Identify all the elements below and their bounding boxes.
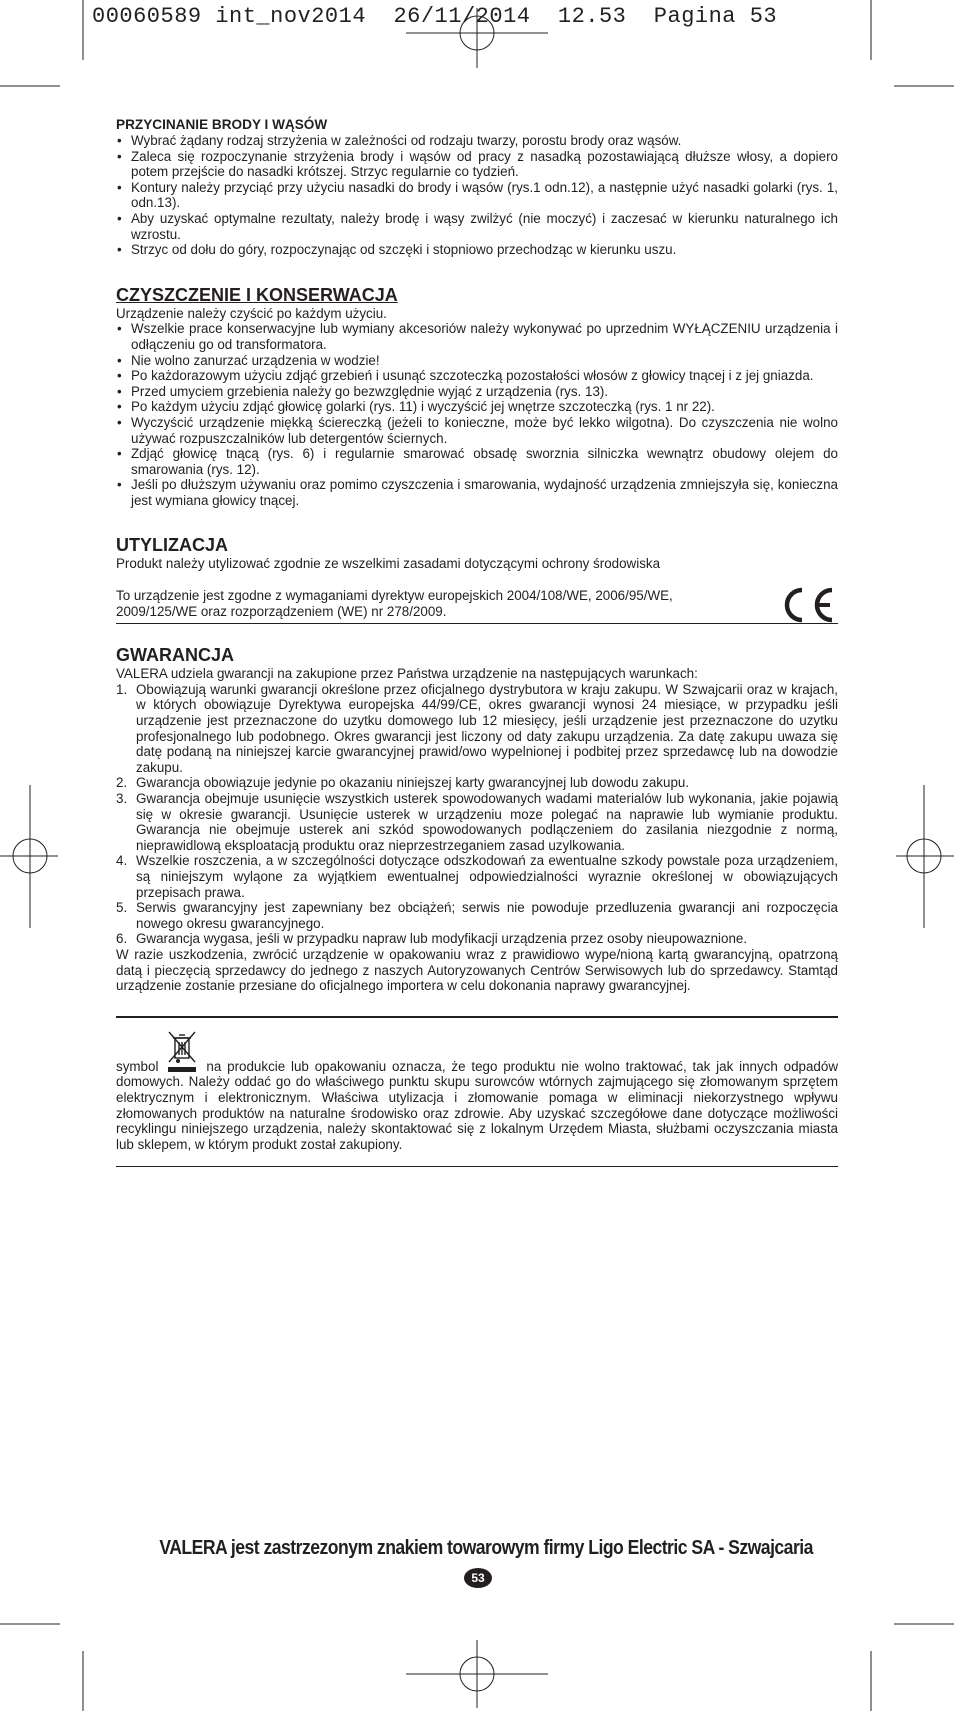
- list-item: • Kontury należy przyciąć przy użyciu nasadki do brody i wąsów (rys.1 odn.12), a następnie użyć nasadki golarki (rys. 1, odn.13).: [116, 180, 838, 211]
- weee-text: na produkcie lub opakowaniu oznacza, że tego produktu nie wolno traktować, tak jak innych odpadów domowych. Należy oddać go do właściwego punktu skupu surowców wtórnych zajmującego się złomowanym sprzętem elektrycznym i elektronicznym. Właściwa utylizacja i złomowanie pomaga w eliminacji niekorzystnego wpływu złomowanych produktów na naturalne środowisko oraz zdrowie. Aby uzyskać szczegółowe dane dotyczące możliwości recyklingu niniejszego urządzenia, należy skontaktować się z lokalnym Urzędem Miasta, służbami oczyszczania miasta lub sklepem, w którym produkt został zakupiony.: [116, 1058, 838, 1152]
- item-number: 2.: [116, 775, 128, 791]
- print-slug: 00060589 int_nov2014 26/11/2014 12.53 Pagina 53: [92, 4, 778, 29]
- item-number: 3.: [116, 791, 128, 806]
- item-text: Gwarancja obowiązuje jedynie po okazaniu niniejszej karty gwarancyjnej lub dowodu zakupu.: [136, 775, 690, 791]
- item-text: Gwarancja wygasa, jeśli w przypadku napraw lub modyfikacji urządzenia przez osoby nieupowaznione.: [136, 931, 748, 947]
- list-item: • Strzyc od dołu do góry, rozpoczynając od szczęki i stopniowo przechodząc w kierunku uszu.: [116, 242, 838, 258]
- trademark-notice: VALERA jest zastrzezonym znakiem towarowym firmy Ligo Electric SA - Szwajcaria: [159, 1537, 813, 1559]
- list-item: • Nie wolno zanurzać urządzenia w wodzie!: [116, 353, 838, 369]
- ce-text: To urządzenie jest zgodne z wymaganiami dyrektyw europejskich 2004/108/WE, 2006/95/WE, 2009/125/WE oraz rozporządzeniem (WE) nr 278/2009.: [116, 588, 673, 619]
- list-item: [116, 775, 838, 791]
- cleaning-intro: Urządzenie należy czyścić po każdym użyciu.: [116, 305, 387, 321]
- divider: [116, 1166, 838, 1167]
- section-title-disposal: UTYLIZACJA: [116, 535, 228, 556]
- list-item: • Po każdym użyciu zdjąć głowicę golarki (rys. 11) i wyczyścić jej wnętrze szczoteczką (rys. 1 nr 22).: [116, 399, 838, 415]
- item-text: Wszelkie roszczenia, a w szczególności dotyczące odszkodowań za ewentualne szkody powstale poza urządzeniem, są niniejszym wyląone za wyjątkiem ewentualnej odpowiedzialności wyraznie określonej w obowiązujących przepisach prawa.: [136, 853, 838, 900]
- item-number: 1.: [116, 681, 128, 697]
- item-text: Gwarancja obejmuje usunięcie wszystkich usterek spowodowanych wadami materialów lub wykonania, jakie pojawią się w okresie gwarancji. Usunięcie usterek w urządzeniu moze polegać na naprawie lub wymianie produktu. Gwarancja nie obejmuje usterek ani szkód spowodowanych podlączeniem do zasilania niezgodnie z normą, nieprawidlową eksploatacją produktu oraz nieprzestrzeganiem zasad uzylkowania.: [136, 791, 838, 853]
- section-title-cleaning: CZYSZCZENIE I KONSERWACJA: [116, 284, 398, 305]
- list-item: [116, 853, 838, 900]
- section-title-warranty: GWARANCJA: [116, 645, 235, 666]
- crossed-out-bin-icon: [164, 1030, 200, 1074]
- list-item: • Zdjąć głowicę tnącą (rys. 6) i regularnie smarować obsadę sworznia silniczka wewnątrz obudowy olejem do smarowania (rys. 12).: [116, 446, 838, 477]
- list-item: • Wszelkie prace konserwacyjne lub wymiany akcesoriów należy wykonywać po uprzednim WYŁĄCZENIU urządzenia i odłączeniu go od transformatora.: [116, 321, 838, 352]
- item-text: Obowiązują warunki gwarancji określone przez oficjalnego dystrybutora w kraju zakupu. W Szwajcarii oraz w krajach, w których obowiązuje Dyrektywa europejska 44/99/CE, okres gwarancji wynosi 24 miesiące, w przypadku jeśli urządzenie jest przeznaczone do uzytku domowego lub 12 miesięcy, jeśli urządzenie jest przeznaczone do uzytku profesjonalnego lub podobnego. Okres gwarancji jest liczony od daty zakupu urządzenia. Za datę zakupu uwaza się datę podaną na niniejszej karcie gwarancyjnej prawid/owo wypelnionej i podbitej przez sprzedawcę lub na dowodzie zakupu.: [136, 681, 838, 775]
- list-item: • Zaleca się rozpoczynanie strzyżenia brody i wąsów od pracy z nasadką pozostawiającą dłuższe włosy, a dopiero potem przejście do nasadki krótszej. Strzyc regularnie co tydzień.: [116, 149, 838, 180]
- warranty-list: [116, 682, 838, 947]
- list-item: • Wyczyścić urządzenie miękką ściereczką (jeżeli to konieczne, może być lekko wilgotna). Do czyszczenia nie wolno używać rozpuszczalników lub detergentów ściernych.: [116, 415, 838, 446]
- page-content: [116, 117, 838, 1167]
- item-number: 5.: [116, 900, 128, 916]
- cleaning-list: [116, 321, 838, 508]
- item-number: 6.: [116, 931, 128, 947]
- list-item: • Jeśli po dłuższym używaniu oraz pomimo czyszczenia i smarowania, wydajność urządzenia zmniejszyła się, konieczna jest wymiana głowicy tnącej.: [116, 477, 838, 508]
- list-item: • Przed umyciem grzebienia należy go bezwzględnie wyjąć z urządzenia (rys. 13).: [116, 384, 838, 400]
- list-item: [116, 791, 838, 853]
- list-item: [116, 931, 838, 947]
- list-item: [116, 682, 838, 776]
- list-item: [116, 900, 838, 931]
- ce-conformity: [116, 588, 838, 619]
- trimming-list: [116, 133, 838, 258]
- section-title-trimming: PRZYCINANIE BRODY I WĄSÓW: [116, 117, 328, 132]
- registration-crosshair-icon: [896, 785, 954, 928]
- ce-mark-icon: [776, 584, 838, 626]
- disposal-text: Produkt należy utylizować zgodnie ze wszelkimi zasadami dotyczącymi ochrony środowiska: [116, 556, 661, 572]
- item-number: 4.: [116, 853, 128, 869]
- page-number-badge: 53: [464, 1568, 492, 1588]
- list-item: • Wybrać żądany rodzaj strzyżenia w zależności od rodzaju twarzy, porostu brody oraz wąsów.: [116, 133, 838, 149]
- list-item: • Po każdorazowym użyciu zdjąć grzebień i usunąć szczoteczką pozostałości włosów z głowicy tnącej i z jej gniazda.: [116, 368, 838, 384]
- registration-crosshair-icon: [0, 785, 58, 928]
- list-item: • Aby uzyskać optymalne rezultaty, należy brodę i wąsy zwilżyć (nie moczyć) i zaczesać w kierunku naturalnego ich wzrostu.: [116, 211, 838, 242]
- weee-lead: symbol: [116, 1058, 159, 1074]
- registration-crosshair-icon: [406, 1640, 548, 1708]
- warranty-closing: W razie uszkodzenia, zwrócić urządzenie w opakowaniu wraz z prawidiowo wype/nioną kartą gwarancyjną, opatrzoną datą i pieczęcią sprzedawcy do jednego z naszych Autoryzowanych Centrów Serwisowych lub do sprzedawcy. Stamtąd urządzenie zostanie przesiane do oficjalnego importera w celu dokonania naprawy gwarancyjnej.: [116, 946, 838, 994]
- warranty-intro: VALERA udziela gwarancji na zakupione przez Państwa urządzenie na następujących warunkach:: [116, 666, 698, 682]
- item-text: Serwis gwarancyjny jest zapewniany bez obciążeń; serwis nie powoduje przedluzenia gwarancji ani rozpoczęcia nowego okresu gwarancyjnego.: [136, 900, 838, 931]
- weee-notice: [116, 1030, 838, 1153]
